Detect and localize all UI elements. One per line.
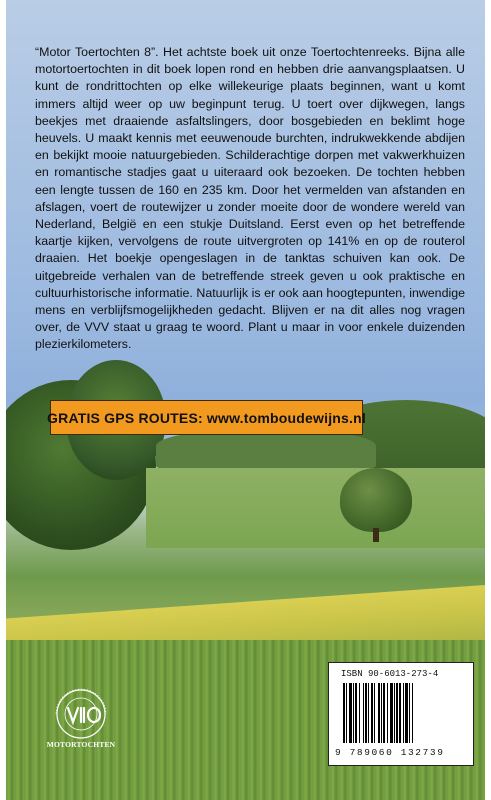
seal-caption: MOTORTOCHTEN bbox=[46, 740, 116, 749]
meadow-mid bbox=[146, 468, 485, 548]
gps-routes-text: GRATIS GPS ROUTES: www.tomboudewijns.nl bbox=[47, 409, 366, 426]
cover-photo bbox=[6, 0, 485, 800]
publisher-seal-logo bbox=[42, 688, 120, 754]
barcode-digits: 9 789060 132739 bbox=[335, 747, 445, 758]
blurb-text: “Motor Toertochten 8”. Het achtste boek uit onze Toertochtenreeks. Bijna alle motortoertochten in dit boek lopen rond en hebben drie aanvangsplaatsen. U kunt de rondrittochten op elke willekeurige plaats beginnen, want u komt immers altijd weer op uw beginpunt terug. U toert over dijkwegen, langs beekjes met draaiende asfaltslingers, door bosgebieden en beklimt hoge heuvels. U maakt kennis met eeuwenoude burchten, indrukwekkende abdijen en bekijkt mooie natuurgebieden. Schilderachtige dorpen met vakwerkhuizen en romantische stadjes gaat u uiteraard ook bezoeken. De tochten hebben een lengte tussen de 160 en 235 km. Door het vermelden van afstanden en afslagen, voert de routewijzer u zonder moeite door de wondere wereld van Nederland, België en een stukje Duitsland. Eerst even op het betreffende kaartje kijken, vervolgens de route uitvergroten op 141% en op de routerol draaien. Het boekje opengeslagen in de tanktas schuiven kan ook. De uitgebreide verhalen van de betreffende streek geven u ook praktische en cultuurhistorische informatie. Natuurlijk is er ook aan hoogtepunten, inwendige mens en verblijfsmogelijkheden gedacht. Blijven er na dit alles nog vragen over, de VVV staat u graag te woord. Plant u maar in voor enkele duizenden plezierkilometers. bbox=[35, 45, 465, 352]
isbn-label: ISBN 90-6013-273-4 bbox=[341, 669, 439, 679]
lone-tree-crown bbox=[340, 468, 412, 532]
lone-tree-trunk bbox=[373, 528, 379, 542]
barcode bbox=[343, 683, 461, 743]
gps-routes-banner bbox=[47, 400, 366, 435]
treeline-mid bbox=[156, 430, 376, 470]
barcode-bar bbox=[412, 683, 413, 743]
seal-emblem-icon bbox=[42, 688, 120, 740]
isbn-barcode-box bbox=[328, 662, 474, 766]
